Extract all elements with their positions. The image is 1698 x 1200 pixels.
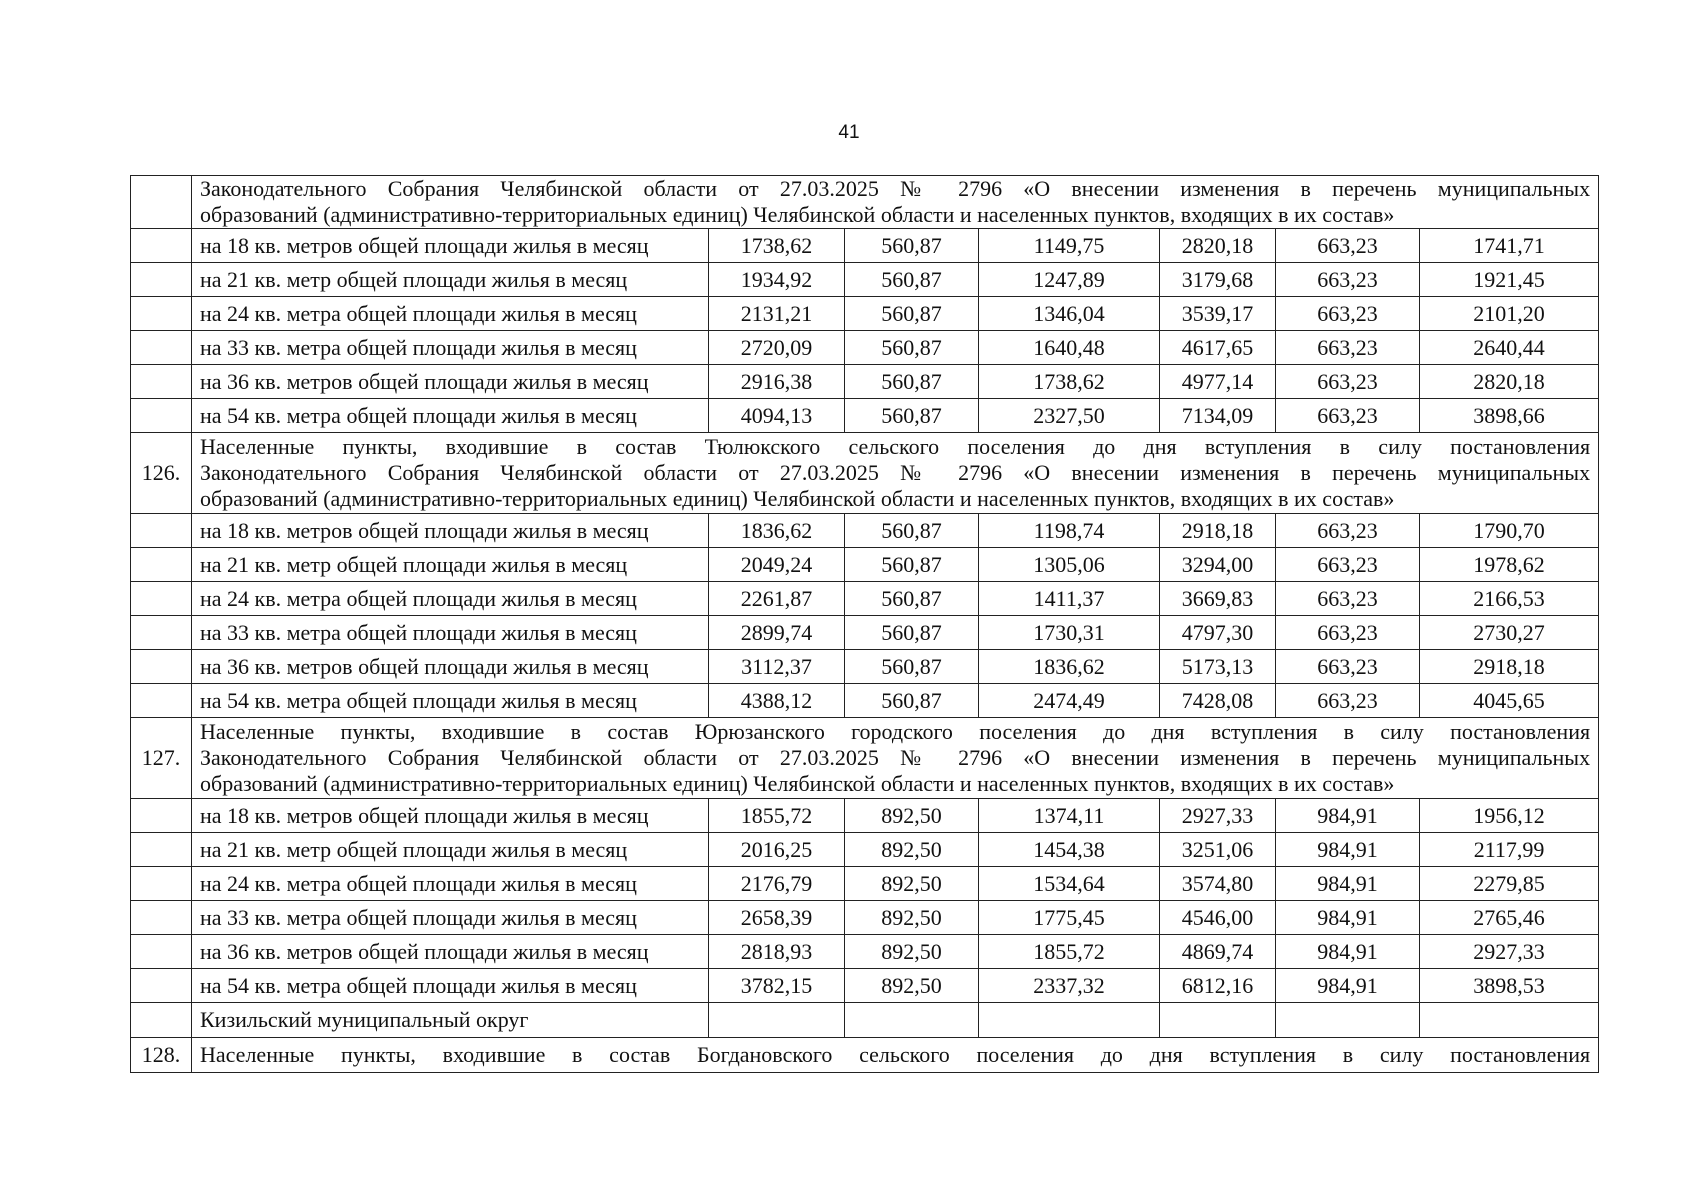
row-number: 128. (131, 1038, 192, 1073)
table-row (131, 297, 1599, 331)
table-row (131, 616, 1599, 650)
value-cell: 2261,87 (709, 582, 845, 616)
heading-line: образований (административно-территориальных единиц) Челябинской области и населенных пунктов, входящих в их состав» (200, 771, 1395, 796)
row-number-cell (131, 514, 192, 548)
value-cell: 984,91 (1276, 969, 1420, 1003)
value-cell: 7134,09 (1160, 399, 1276, 433)
value-cell: 984,91 (1276, 867, 1420, 901)
value-cell: 663,23 (1276, 229, 1420, 263)
value-cell: 560,87 (845, 616, 979, 650)
table-row (131, 969, 1599, 1003)
row-number-cell (131, 582, 192, 616)
row-number-cell (131, 365, 192, 399)
value-cell: 3539,17 (1160, 297, 1276, 331)
value-cell: 1921,45 (1420, 263, 1599, 297)
heading-line: Населенные пункты, входившие в состав Юрюзанского городского поселения до дня вступления в силу постановления (200, 719, 1591, 744)
row-number-cell (131, 935, 192, 969)
row-number-cell (131, 399, 192, 433)
value-cell: 1836,62 (709, 514, 845, 548)
value-cell: 2918,18 (1160, 514, 1276, 548)
norm-label: на 18 кв. метров общей площади жилья в месяц (192, 229, 709, 263)
row-number-cell (131, 684, 192, 718)
row-number-cell (131, 548, 192, 582)
district-name: Кизильский муниципальный округ (192, 1003, 709, 1038)
norm-label: на 36 кв. метров общей площади жилья в месяц (192, 650, 709, 684)
value-cell: 892,50 (845, 969, 979, 1003)
value-cell: 2131,21 (709, 297, 845, 331)
value-cell: 984,91 (1276, 901, 1420, 935)
value-cell: 6812,16 (1160, 969, 1276, 1003)
value-cell: 1738,62 (709, 229, 845, 263)
value-cell: 1640,48 (979, 331, 1160, 365)
value-cell: 2117,99 (1420, 833, 1599, 867)
value-cell: 2474,49 (979, 684, 1160, 718)
value-cell: 2918,18 (1420, 650, 1599, 684)
value-cell: 1836,62 (979, 650, 1160, 684)
value-cell: 560,87 (845, 331, 979, 365)
value-cell: 1149,75 (979, 229, 1160, 263)
value-cell: 1934,92 (709, 263, 845, 297)
value-cell: 984,91 (1276, 799, 1420, 833)
heading-line: Законодательного Собрания Челябинской области от 27.03.2025 № 2796 «О внесении изменения в перечень муниципальных (200, 745, 1591, 770)
heading-line: Законодательного Собрания Челябинской области от 27.03.2025 № 2796 «О внесении изменения в перечень муниципальных (200, 460, 1591, 485)
empty-cell (709, 1003, 845, 1038)
value-cell: 1247,89 (979, 263, 1160, 297)
row-number-cell (131, 176, 192, 229)
value-cell: 2279,85 (1420, 867, 1599, 901)
value-cell: 3782,15 (709, 969, 845, 1003)
value-cell: 2818,93 (709, 935, 845, 969)
value-cell: 560,87 (845, 582, 979, 616)
value-cell: 3251,06 (1160, 833, 1276, 867)
value-cell: 2658,39 (709, 901, 845, 935)
value-cell: 2927,33 (1420, 935, 1599, 969)
value-cell: 1411,37 (979, 582, 1160, 616)
value-cell: 1198,74 (979, 514, 1160, 548)
value-cell: 4977,14 (1160, 365, 1276, 399)
heading-line: Населенные пункты, входившие в состав Богдановского сельского поселения до дня вступления в силу постановления (200, 1042, 1591, 1067)
norm-label: на 21 кв. метр общей площади жилья в месяц (192, 833, 709, 867)
group-heading-row-126 (131, 433, 1599, 514)
value-cell: 3898,66 (1420, 399, 1599, 433)
value-cell: 663,23 (1276, 331, 1420, 365)
value-cell: 560,87 (845, 297, 979, 331)
empty-cell (1276, 1003, 1420, 1038)
heading-line: образований (административно-территориальных единиц) Челябинской области и населенных пунктов, входящих в их состав» (200, 486, 1395, 511)
value-cell: 1741,71 (1420, 229, 1599, 263)
group-heading-row-127 (131, 718, 1599, 799)
value-cell: 663,23 (1276, 548, 1420, 582)
row-number-cell (131, 1003, 192, 1038)
table-row (131, 514, 1599, 548)
row-number-cell (131, 331, 192, 365)
table-row (131, 799, 1599, 833)
norm-label: на 54 кв. метра общей площади жилья в месяц (192, 399, 709, 433)
value-cell: 663,23 (1276, 582, 1420, 616)
value-cell: 663,23 (1276, 297, 1420, 331)
value-cell: 663,23 (1276, 684, 1420, 718)
value-cell: 4094,13 (709, 399, 845, 433)
value-cell: 3179,68 (1160, 263, 1276, 297)
norm-label: на 21 кв. метр общей площади жилья в месяц (192, 263, 709, 297)
value-cell: 2765,46 (1420, 901, 1599, 935)
value-cell: 3669,83 (1160, 582, 1276, 616)
norm-label: на 18 кв. метров общей площади жилья в месяц (192, 514, 709, 548)
value-cell: 3112,37 (709, 650, 845, 684)
value-cell: 2327,50 (979, 399, 1160, 433)
empty-cell (979, 1003, 1160, 1038)
value-cell: 2820,18 (1160, 229, 1276, 263)
norm-label: на 21 кв. метр общей площади жилья в месяц (192, 548, 709, 582)
value-cell: 1305,06 (979, 548, 1160, 582)
row-number-cell (131, 650, 192, 684)
heading-line: Законодательного Собрания Челябинской области от 27.03.2025 № 2796 «О внесении изменения в перечень муниципальных (200, 176, 1591, 201)
value-cell: 663,23 (1276, 365, 1420, 399)
value-cell: 663,23 (1276, 399, 1420, 433)
value-cell: 3574,80 (1160, 867, 1276, 901)
value-cell: 560,87 (845, 229, 979, 263)
value-cell: 560,87 (845, 684, 979, 718)
value-cell: 1956,12 (1420, 799, 1599, 833)
district-row (131, 1003, 1599, 1038)
norm-label: на 18 кв. метров общей площади жилья в месяц (192, 799, 709, 833)
value-cell: 1978,62 (1420, 548, 1599, 582)
value-cell: 2899,74 (709, 616, 845, 650)
group-0-rows (131, 229, 1599, 433)
heading-line: Населенные пункты, входившие в состав Тюлюкского сельского поселения до дня вступления в силу постановления (200, 434, 1591, 459)
empty-cell (1160, 1003, 1276, 1038)
row-number-cell (131, 229, 192, 263)
value-cell: 5173,13 (1160, 650, 1276, 684)
norm-label: на 33 кв. метра общей площади жилья в месяц (192, 901, 709, 935)
table-row (131, 263, 1599, 297)
norm-label: на 24 кв. метра общей площади жилья в месяц (192, 867, 709, 901)
table-row (131, 548, 1599, 582)
row-number: 126. (131, 433, 192, 514)
row-number-cell (131, 297, 192, 331)
group-heading (192, 1038, 1599, 1073)
value-cell: 2176,79 (709, 867, 845, 901)
norm-label: на 33 кв. метра общей площади жилья в месяц (192, 616, 709, 650)
group-heading (192, 176, 1599, 229)
group-126-rows (131, 514, 1599, 718)
row-number-cell (131, 833, 192, 867)
value-cell: 560,87 (845, 365, 979, 399)
value-cell: 2049,24 (709, 548, 845, 582)
value-cell: 663,23 (1276, 263, 1420, 297)
value-cell: 2337,32 (979, 969, 1160, 1003)
table-row (131, 935, 1599, 969)
norm-label: на 24 кв. метра общей площади жилья в месяц (192, 297, 709, 331)
value-cell: 1855,72 (709, 799, 845, 833)
empty-cell (1420, 1003, 1599, 1038)
value-cell: 560,87 (845, 514, 979, 548)
value-cell: 2640,44 (1420, 331, 1599, 365)
value-cell: 4546,00 (1160, 901, 1276, 935)
group-heading (192, 433, 1599, 514)
value-cell: 560,87 (845, 548, 979, 582)
row-number-cell (131, 901, 192, 935)
value-cell: 984,91 (1276, 833, 1420, 867)
value-cell: 2927,33 (1160, 799, 1276, 833)
tariff-table (130, 175, 1599, 1073)
value-cell: 1855,72 (979, 935, 1160, 969)
page-number: 41 (838, 122, 860, 143)
value-cell: 4797,30 (1160, 616, 1276, 650)
value-cell: 2730,27 (1420, 616, 1599, 650)
continuation-heading-row (131, 176, 1599, 229)
heading-line: образований (административно-территориальных единиц) Челябинской области и населенных пунктов, входящих в их состав» (200, 202, 1395, 227)
value-cell: 4869,74 (1160, 935, 1276, 969)
value-cell: 560,87 (845, 399, 979, 433)
table-row (131, 229, 1599, 263)
value-cell: 1534,64 (979, 867, 1160, 901)
value-cell: 2101,20 (1420, 297, 1599, 331)
group-heading-row-128 (131, 1038, 1599, 1073)
value-cell: 2916,38 (709, 365, 845, 399)
row-number: 127. (131, 718, 192, 799)
value-cell: 4045,65 (1420, 684, 1599, 718)
table-row (131, 650, 1599, 684)
row-number-cell (131, 799, 192, 833)
table-row (131, 901, 1599, 935)
value-cell: 892,50 (845, 867, 979, 901)
row-number-cell (131, 616, 192, 650)
value-cell: 892,50 (845, 935, 979, 969)
value-cell: 2820,18 (1420, 365, 1599, 399)
value-cell: 2016,25 (709, 833, 845, 867)
row-number-cell (131, 867, 192, 901)
empty-cell (845, 1003, 979, 1038)
value-cell: 984,91 (1276, 935, 1420, 969)
value-cell: 1346,04 (979, 297, 1160, 331)
value-cell: 3898,53 (1420, 969, 1599, 1003)
value-cell: 560,87 (845, 650, 979, 684)
value-cell: 7428,08 (1160, 684, 1276, 718)
value-cell: 2166,53 (1420, 582, 1599, 616)
table-row (131, 582, 1599, 616)
value-cell: 1374,11 (979, 799, 1160, 833)
value-cell: 892,50 (845, 799, 979, 833)
table-row (131, 684, 1599, 718)
value-cell: 663,23 (1276, 514, 1420, 548)
row-number-cell (131, 263, 192, 297)
table-row (131, 867, 1599, 901)
group-heading (192, 718, 1599, 799)
value-cell: 560,87 (845, 263, 979, 297)
norm-label: на 24 кв. метра общей площади жилья в месяц (192, 582, 709, 616)
table-row (131, 833, 1599, 867)
row-number-cell (131, 969, 192, 1003)
value-cell: 892,50 (845, 833, 979, 867)
value-cell: 4617,65 (1160, 331, 1276, 365)
value-cell: 4388,12 (709, 684, 845, 718)
table-row (131, 365, 1599, 399)
norm-label: на 33 кв. метра общей площади жилья в месяц (192, 331, 709, 365)
value-cell: 663,23 (1276, 650, 1420, 684)
value-cell: 3294,00 (1160, 548, 1276, 582)
value-cell: 663,23 (1276, 616, 1420, 650)
norm-label: на 54 кв. метра общей площади жилья в месяц (192, 684, 709, 718)
norm-label: на 36 кв. метров общей площади жилья в месяц (192, 365, 709, 399)
value-cell: 1730,31 (979, 616, 1160, 650)
norm-label: на 54 кв. метра общей площади жилья в месяц (192, 969, 709, 1003)
table-row (131, 331, 1599, 365)
norm-label: на 36 кв. метров общей площади жилья в месяц (192, 935, 709, 969)
value-cell: 892,50 (845, 901, 979, 935)
group-127-rows (131, 799, 1599, 1003)
value-cell: 2720,09 (709, 331, 845, 365)
value-cell: 1790,70 (1420, 514, 1599, 548)
value-cell: 1454,38 (979, 833, 1160, 867)
table-row (131, 399, 1599, 433)
value-cell: 1738,62 (979, 365, 1160, 399)
value-cell: 1775,45 (979, 901, 1160, 935)
